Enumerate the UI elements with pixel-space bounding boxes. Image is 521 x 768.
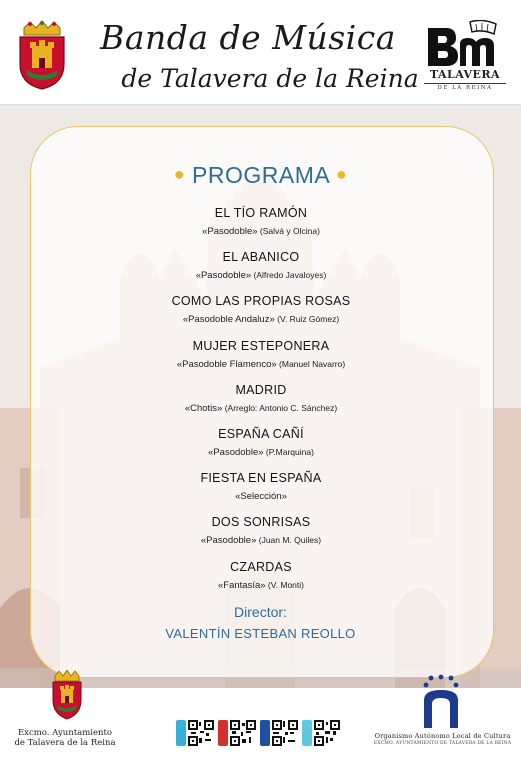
coat-of-arms-icon <box>50 670 84 720</box>
piece-author: (V. Ruiz Gómez) <box>277 314 340 324</box>
piece-name: MUJER ESTEPONERA <box>192 339 330 353</box>
piece-genre: «Chotis» <box>184 403 223 414</box>
qr-codes <box>176 720 346 748</box>
qr-code-icon[interactable] <box>272 720 298 746</box>
qr-code-icon[interactable] <box>188 720 214 746</box>
piece-name: CZARDAS <box>230 560 292 574</box>
band-logo-icon <box>424 20 506 68</box>
band-subtitle: de Talavera de la Reina <box>121 64 419 93</box>
piece-author: (P.Marquina) <box>265 447 314 457</box>
piece-author: (Alfredo Javaloyes) <box>253 270 327 280</box>
band-logo <box>424 20 506 96</box>
piece-genre: «Selección» <box>235 491 287 502</box>
program-item <box>60 383 462 415</box>
org-subtitle: EXCMO. AYUNTAMIENTO DE TALAVERA DE LA REINA <box>373 741 512 746</box>
piece-name: FIESTA EN ESPAÑA <box>200 471 322 485</box>
band-title: Banda de Música <box>100 18 396 57</box>
logo-subtext: DE LA REINA <box>424 83 506 91</box>
program-item <box>60 515 462 547</box>
piece-genre: «Fantasía» <box>218 580 266 591</box>
director-name: VALENTÍN ESTEBAN REOLLO <box>165 626 356 641</box>
program-item <box>60 206 462 238</box>
qr-tag-blue <box>176 720 186 746</box>
ayuntamiento-line2: de Talavera de la Reina <box>14 738 116 748</box>
program-item <box>60 471 462 503</box>
piece-name: ESPAÑA CAÑÍ <box>218 427 304 441</box>
program-item <box>60 294 462 326</box>
piece-genre: «Pasodoble» <box>208 447 264 458</box>
qr-tag-light-blue <box>302 720 312 746</box>
ayuntamiento-line1: Excmo. Ayuntamiento <box>17 728 113 738</box>
piece-author: (V. Monti) <box>267 580 304 590</box>
piece-name: EL ABANICO <box>222 250 300 264</box>
piece-author: (Arreglo: Antonio C. Sánchez) <box>224 403 338 413</box>
piece-author: (Manuel Navarro) <box>279 359 346 369</box>
piece-details <box>60 446 462 459</box>
piece-genre: «Pasodoble» <box>202 226 258 237</box>
piece-name: EL TÍO RAMÓN <box>214 206 308 220</box>
qr-tag-red <box>218 720 228 746</box>
piece-name: MADRID <box>235 383 287 397</box>
piece-details <box>60 269 462 282</box>
bullet-icon: ● <box>173 164 186 184</box>
ayuntamiento-name <box>10 728 120 748</box>
org-name: Organismo Autónomo Local de Cultura <box>374 732 511 740</box>
bullet-icon: ● <box>335 164 348 184</box>
piece-name: COMO LAS PROPIAS ROSAS <box>171 294 351 308</box>
program-item <box>60 427 462 459</box>
logo-text: TALAVERA <box>429 68 501 81</box>
program-item <box>60 560 462 592</box>
program-title <box>0 162 521 189</box>
director-label: Director: <box>234 604 287 620</box>
piece-genre: «Pasodoble Andaluz» <box>182 314 275 325</box>
program-title-text: PROGRAMA <box>192 162 329 188</box>
piece-details <box>60 358 462 371</box>
piece-details <box>60 490 462 503</box>
header <box>0 0 521 104</box>
piece-details <box>60 225 462 238</box>
arch-logo-icon <box>418 674 464 728</box>
piece-genre: «Pasodoble» <box>195 270 252 281</box>
piece-details <box>60 534 462 547</box>
piece-genre: «Pasodoble Flamenco» <box>176 359 277 370</box>
piece-details <box>60 402 462 415</box>
piece-name: DOS SONRISAS <box>211 515 311 529</box>
qr-code-icon[interactable] <box>314 720 340 746</box>
program-item <box>60 250 462 282</box>
piece-details <box>60 579 462 592</box>
qr-code-icon[interactable] <box>230 720 256 746</box>
qr-tag-dark-blue <box>260 720 270 746</box>
piece-author: (Juan M. Quiles) <box>258 535 322 545</box>
piece-details <box>60 313 462 326</box>
piece-author: (Salvá y Olcina) <box>259 226 320 236</box>
program-item <box>60 339 462 371</box>
coat-of-arms-icon <box>16 20 68 90</box>
piece-genre: «Pasodoble» <box>200 535 257 546</box>
